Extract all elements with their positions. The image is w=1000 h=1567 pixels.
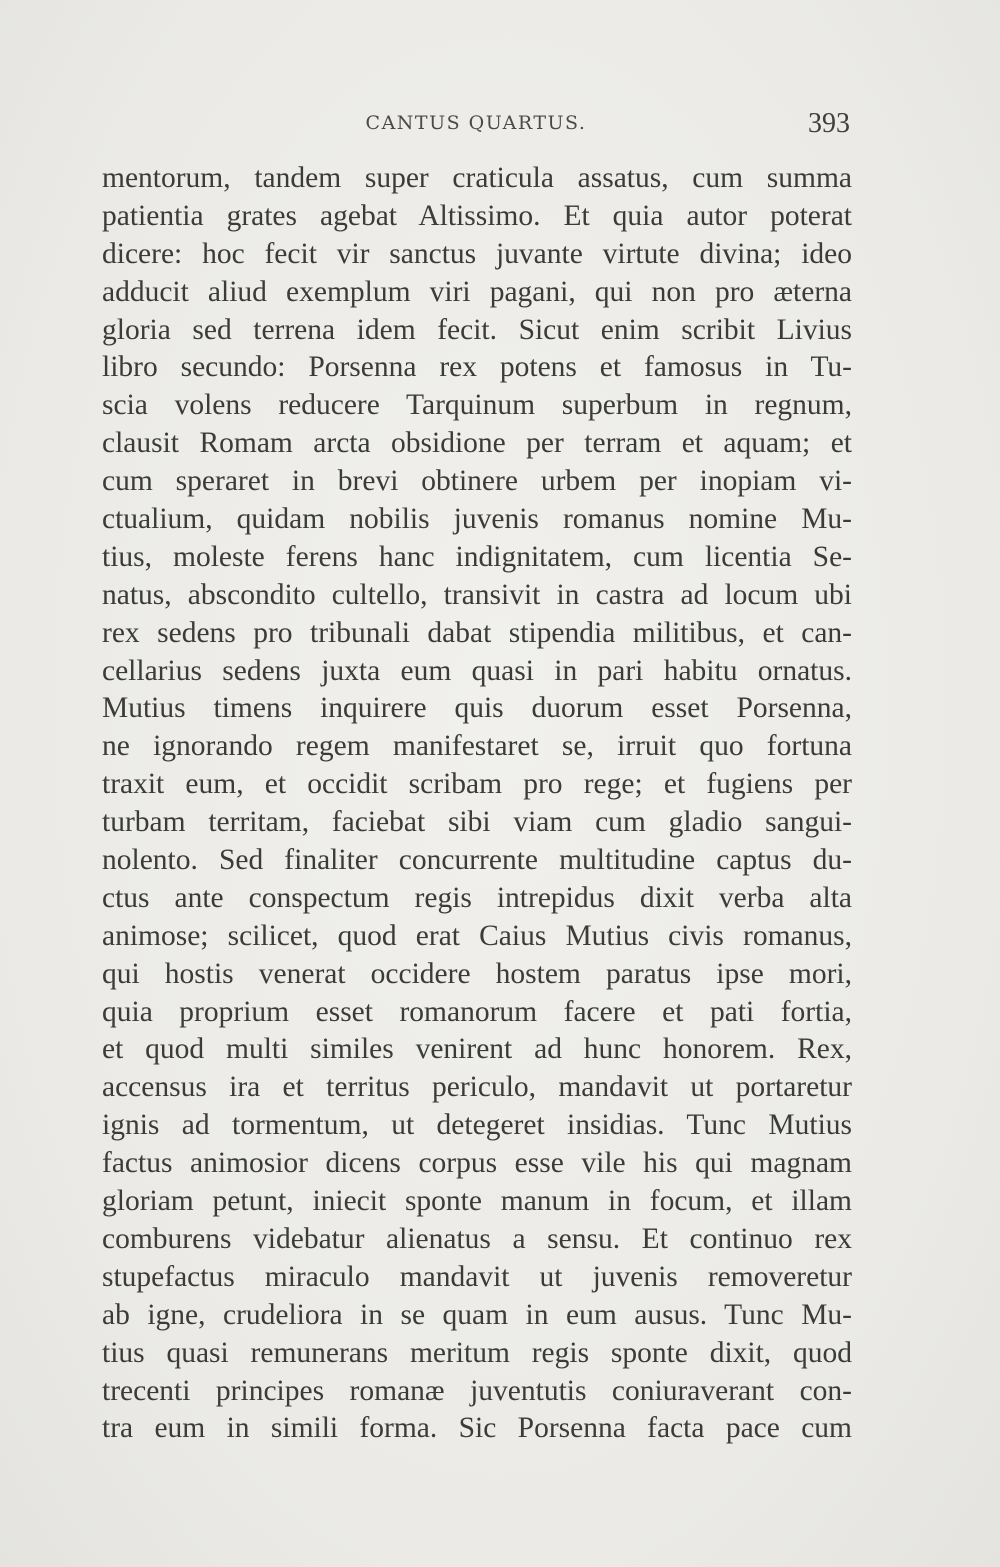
body-text	[102, 160, 852, 1448]
text-line: turbam territam, faciebat sibi viam cum gladio sangui-	[102, 806, 852, 839]
running-head	[102, 108, 850, 142]
text-line: gloriam petunt, iniecit sponte manum in focum, et illam	[102, 1185, 852, 1218]
text-line: quia proprium esset romanorum facere et pati fortia,	[102, 995, 852, 1028]
text-line: accensus ira et territus periculo, mandavit ut portaretur	[102, 1071, 852, 1104]
text-line: ctualium, quidam nobilis juvenis romanus nomine Mu-	[102, 503, 852, 536]
text-line: tius, moleste ferens hanc indignitatem, cum licentia Se-	[102, 540, 852, 573]
text-line: ctus ante conspectum regis intrepidus dixit verba alta	[102, 881, 852, 914]
text-line: mentorum, tandem super craticula assatus, cum summa	[102, 162, 852, 194]
text-line: comburens videbatur alienatus a sensu. Et continuo rex	[102, 1222, 852, 1255]
text-line: animose; scilicet, quod erat Caius Mutius civis romanus,	[102, 919, 852, 952]
text-line: trecenti principes romanæ juventutis coniuraverant con-	[102, 1374, 852, 1407]
text-line: ne ignorando regem manifestaret se, irruit quo fortuna	[102, 730, 852, 763]
text-line: nolento. Sed finaliter concurrente multitudine captus du-	[102, 844, 852, 877]
text-line: natus, abscondito cultello, transivit in castra ad locum ubi	[102, 578, 852, 611]
text-line: Mutius timens inquirere quis duorum esset Porsenna,	[102, 692, 852, 725]
page-number: 393	[808, 108, 850, 139]
text-line: adducit aliud exemplum viri pagani, qui non pro æterna	[102, 275, 852, 308]
text-line: qui hostis venerat occidere hostem paratus ipse mori,	[102, 957, 852, 990]
text-line: libro secundo: Porsenna rex potens et famosus in Tu-	[102, 351, 852, 384]
text-line: cum speraret in brevi obtinere urbem per inopiam vi-	[102, 465, 852, 498]
text-line: et quod multi similes venirent ad hunc honorem. Rex,	[102, 1033, 852, 1066]
text-line: tra eum in simili forma. Sic Porsenna facta pace cum	[102, 1412, 852, 1445]
running-title: CANTUS QUARTUS.	[365, 112, 587, 134]
text-line: stupefactus miraculo mandavit ut juvenis removeretur	[102, 1260, 852, 1293]
text-line: traxit eum, et occidit scribam pro rege; et fugiens per	[102, 768, 852, 801]
text-line: patientia grates agebat Altissimo. Et quia autor poterat	[102, 199, 852, 232]
text-line: clausit Romam arcta obsidione per terram et aquam; et	[102, 427, 852, 460]
text-line: tius quasi remunerans meritum regis sponte dixit, quod	[102, 1336, 852, 1369]
text-line: gloria sed terrena idem fecit. Sicut enim scribit Livius	[102, 313, 852, 346]
text-line: scia volens reducere Tarquinum superbum in regnum,	[102, 389, 852, 422]
text-line: ignis ad tormentum, ut detegeret insidias. Tunc Mutius	[102, 1109, 852, 1142]
text-line: factus animosior dicens corpus esse vile his qui magnam	[102, 1147, 852, 1180]
text-line: dicere: hoc fecit vir sanctus juvante virtute divina; ideo	[102, 237, 852, 270]
text-line: rex sedens pro tribunali dabat stipendia militibus, et can-	[102, 616, 852, 649]
text-line: ab igne, crudeliora in se quam in eum ausus. Tunc Mu-	[102, 1298, 852, 1331]
text-line: cellarius sedens juxta eum quasi in pari habitu ornatus.	[102, 654, 852, 687]
